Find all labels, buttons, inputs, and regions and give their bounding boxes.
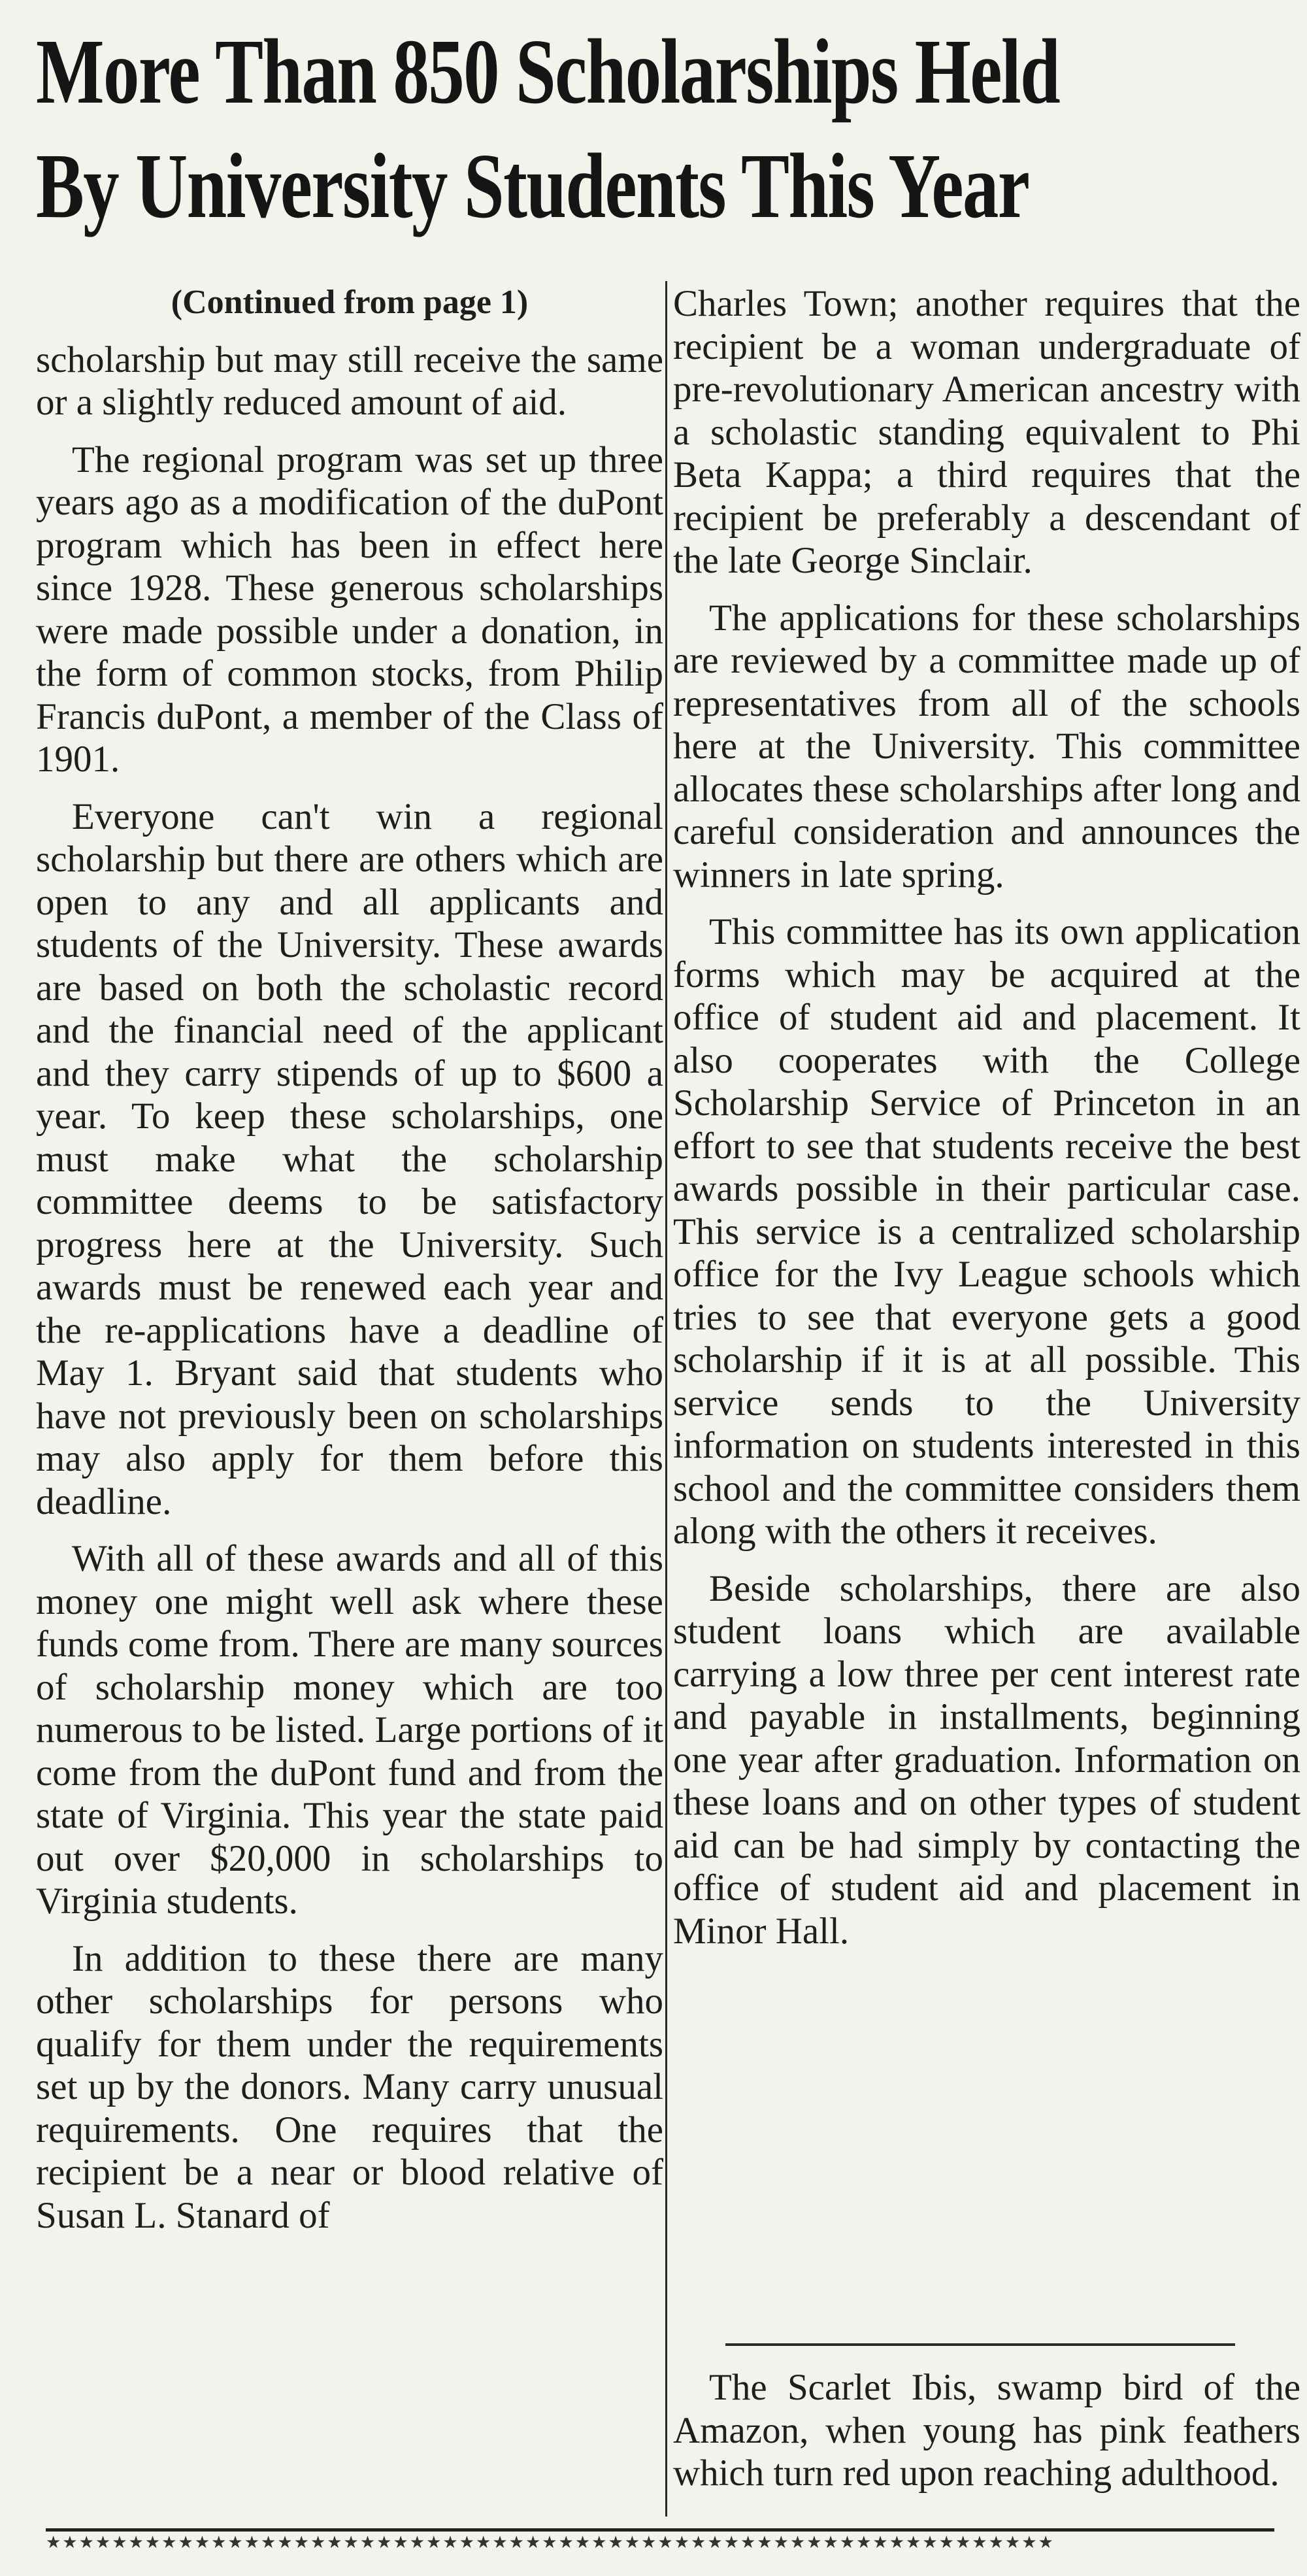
continued-from-note: (Continued from page 1) [171,284,529,321]
left-paragraph-3: Everyone can't win a regional scholarship but there are others which are open to any and all applicants and students of the University. These awards are based on both the scholastic record and the financial need of the applicant and they carry stipends of up to $600 a year. To keep these scholarships, one must make what the scholarship committee deems to be satisfactory progress here at the University. Such awards must be renewed each year and the re-applications have a deadline of May 1. Bryant said that students who have not previously been on scholarships may also apply for them before this deadline. [36,795,663,1522]
left-paragraph-1: scholarship but may still receive the same or a slightly reduced amount of aid. [36,339,663,423]
filler-block [673,2366,1300,2495]
right-paragraph-2: The applications for these scholarships are reviewed by a committee made up of representatives from all of the schools here at the University. This committee allocates these scholarships after long and careful consideration and announces the winners in late spring. [673,597,1300,895]
right-paragraph-4: Beside scholarships, there are also student loans which are available carrying a low three per cent interest rate and payable in installments, beginning one year after graduation. Information on these loans and on other types of student aid can be had simply by contacting the office of student aid and placement in Minor Hall. [673,1567,1300,1952]
right-paragraph-1: Charles Town; another requires that the recipient be a woman undergraduate of pre-revolutionary American ancestry with a scholastic standing equivalent to Phi Beta Kappa; a third requires that the recipient be preferably a descendant of the late George Sinclair. [673,283,1300,581]
column-divider [665,281,667,2517]
left-paragraph-2: The regional program was set up three years ago as a modification of the duPont program which has been in effect here since 1928. These generous scholarships were made possible under a donation, in the form of common stocks, from Philip Francis duPont, a member of the Class of 1901. [36,439,663,780]
star-border: ★★★★★★★★★★★★★★★★★★★★★★★★★★★★★★★★★★★★★★★★★★★★★★★★★★★★★★★★★★★★★ [46,2528,1274,2558]
left-paragraph-4: With all of these awards and all of this money one might well ask where these funds come from. There are many sources of scholarship money which are too numerous to be listed. Large portions of it come from the duPont fund and from the state of Virginia. This year the state paid out over $20,000 in scholarships to Virginia students. [36,1538,663,1922]
left-column [36,281,663,2237]
headline-line-1: More Than 850 Scholarships Held [36,20,1060,123]
right-column [673,282,1300,1952]
left-paragraph-5: In addition to these there are many other scholarships for persons who qualify for them under the requirements set up by the donors. Many carry unusual requirements. One requires that the recipient be a near or blood relative of Susan L. Stanard of [36,1937,663,2236]
headline-line-2: By University Students This Year [36,134,1029,237]
headline [36,14,1060,243]
filler-separator [725,2343,1235,2346]
filler-item: The Scarlet Ibis, swamp bird of the Amazon, when young has pink feathers which turn red upon reaching adulthood. [673,2367,1300,2494]
right-paragraph-3: This committee has its own application forms which may be acquired at the office of student aid and placement. It also cooperates with the College Scholarship Service of Princeton in an effort to see that students receive the best awards possible in their particular case. This service is a centralized scholarship office for the Ivy League schools which tries to see that everyone gets a good scholarship if it is at all possible. This service sends to the University information on students interested in this school and the committee considers them along with the others it receives. [673,911,1300,1552]
